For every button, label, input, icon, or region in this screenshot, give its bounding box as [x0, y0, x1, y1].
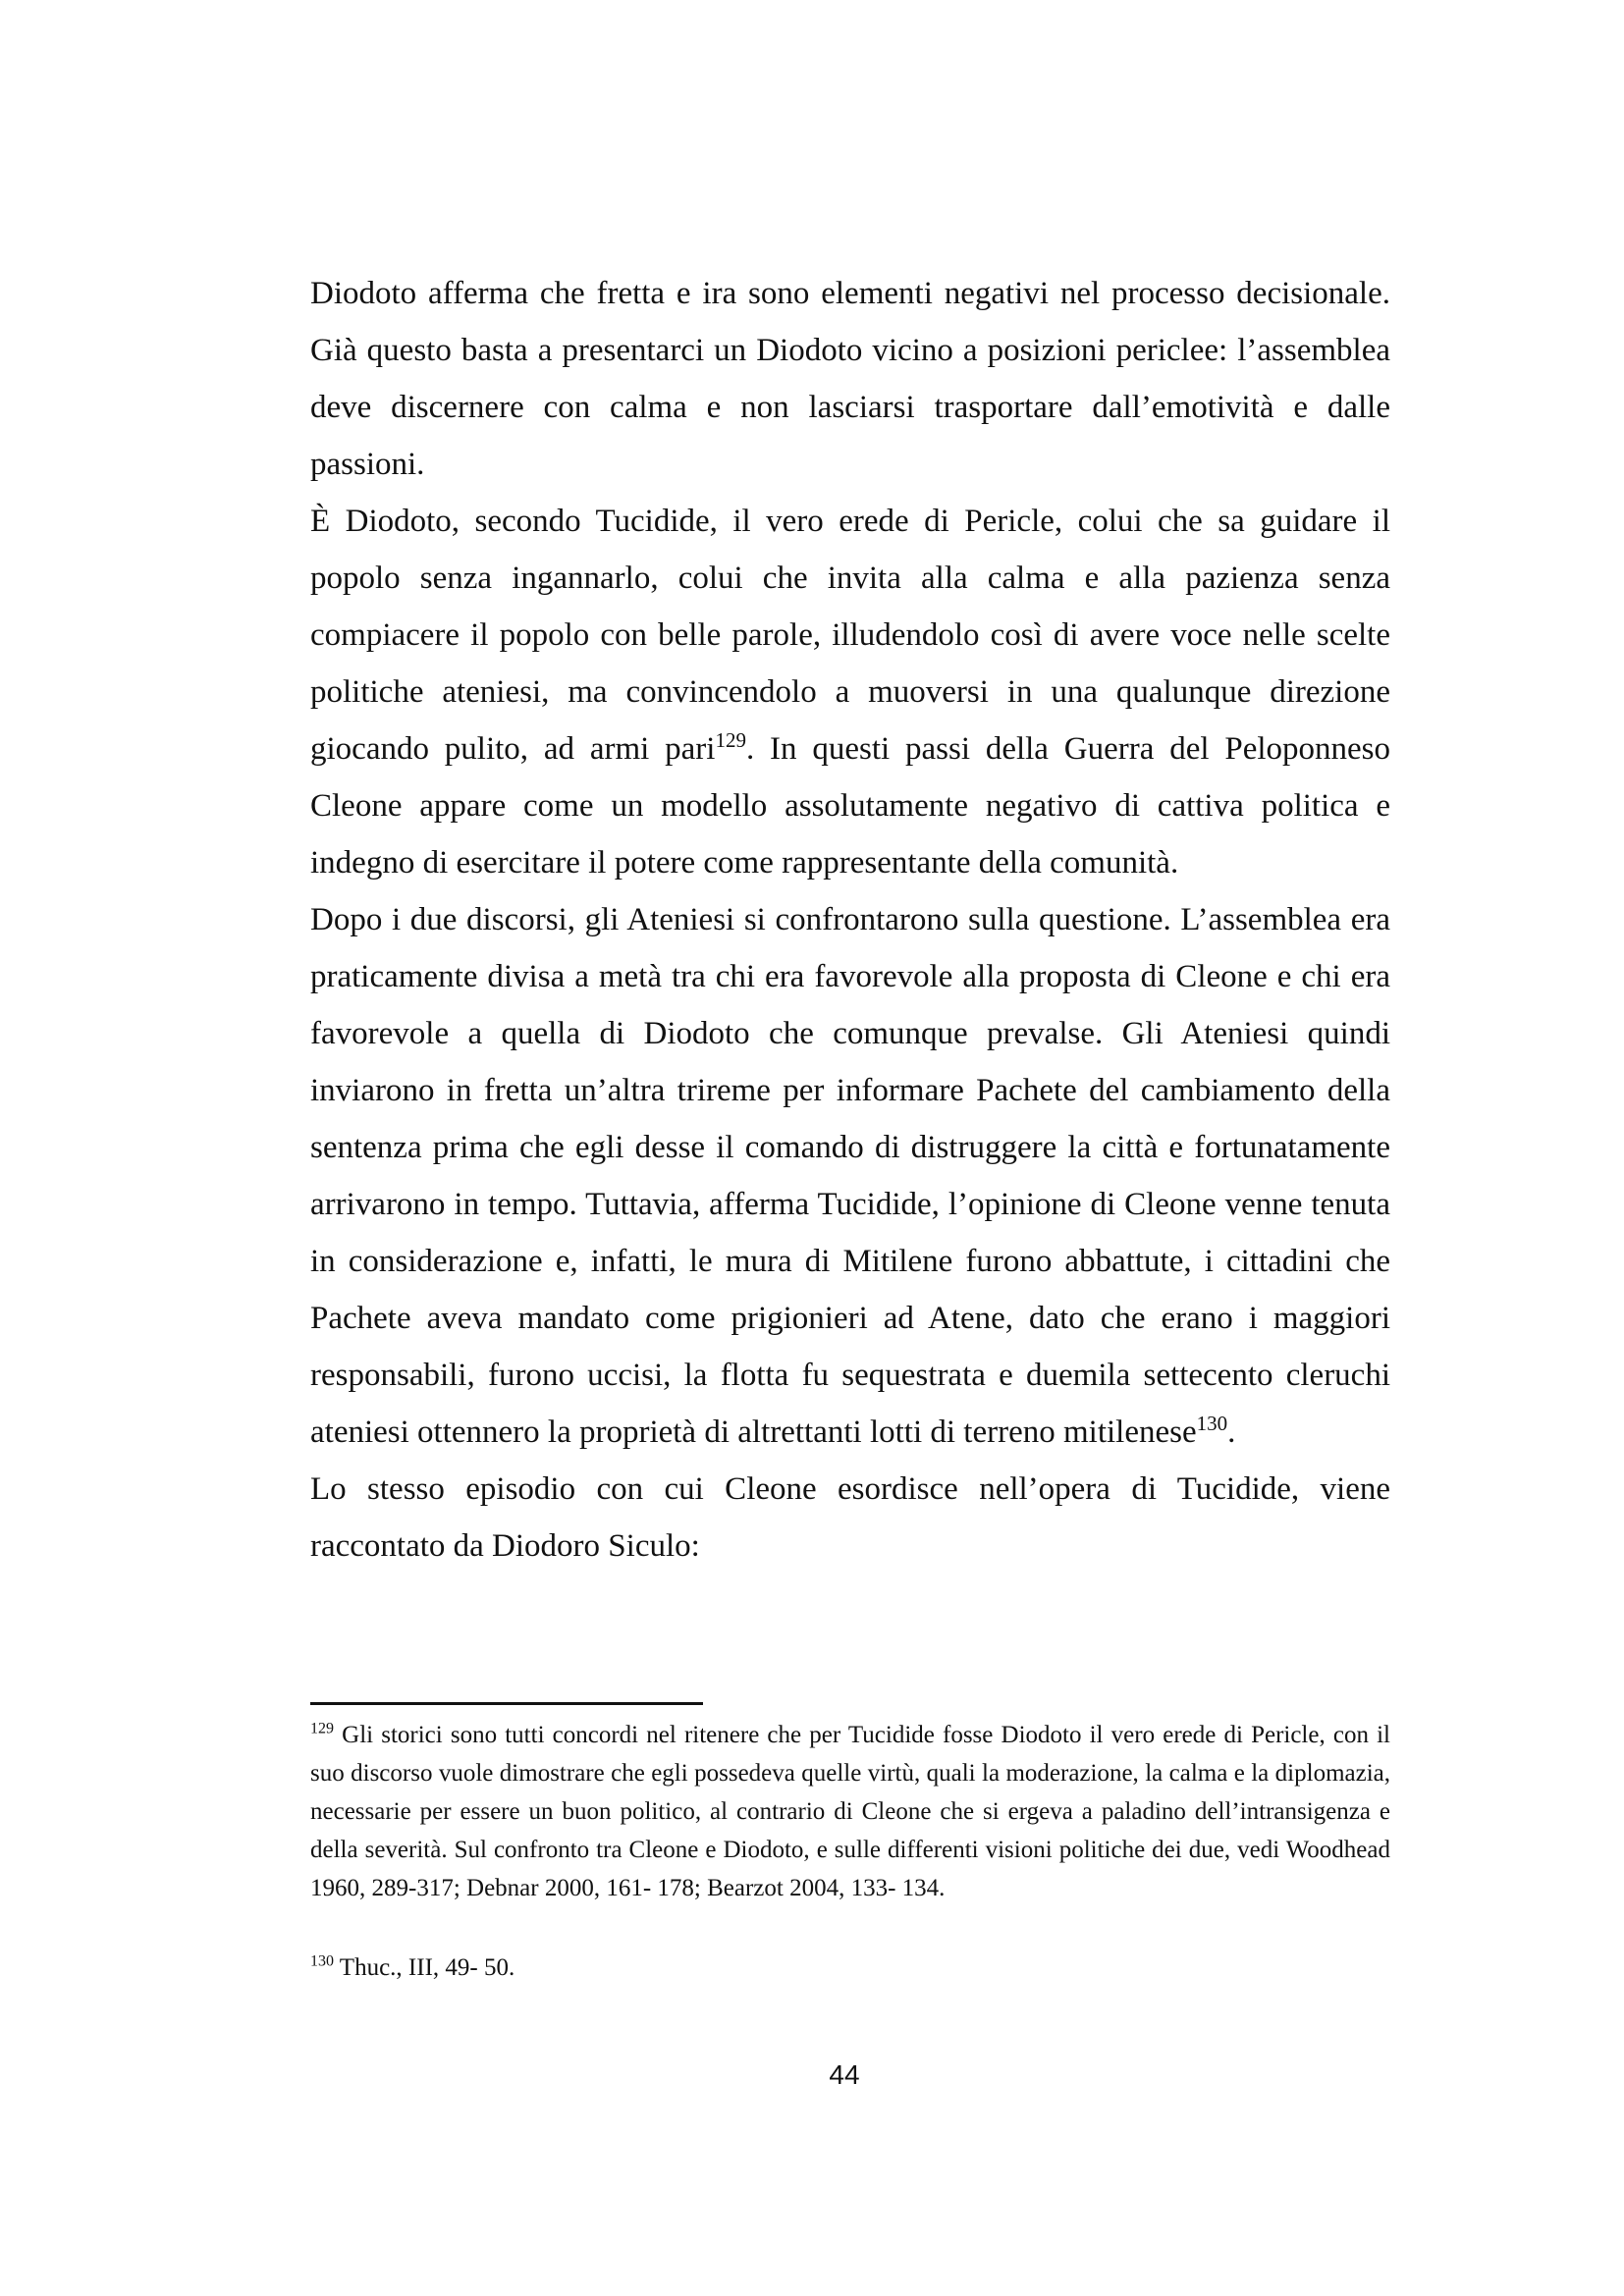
paragraph-3-text-b: . — [1227, 1415, 1236, 1450]
footnote-marker-130: 130 — [310, 1952, 334, 1970]
footnote-text-129: Gli storici sono tutti concordi nel ritenere che per Tucidide fosse Diodoto il vero erede di Pericle, con il suo discorso vuole dimostrare che egli possedeva quelle virtù, quali la moderazione, la calma e la diplomazia, necessarie per essere un buon politico, al contrario di Cleone che si ergeva a paladino dell’intransigenza e della severità. Sul confronto tra Cleone e Diodoto, e sulle differenti visioni politiche dei due, vedi Woodhead 1960, 289-317; Debnar 2000, 161- 178; Bearzot 2004, 133- 134. — [310, 1722, 1390, 1901]
footnote-130 — [310, 1949, 1390, 1987]
paragraph-2-text-b: . In questi passi della Guerra del Peloponneso Cleone appare come un modello assolutamente negativo di cattiva politica e indegno di esercitare il potere come rappresentante della comunità. — [310, 731, 1390, 881]
footnote-ref-129[interactable]: 129 — [715, 728, 746, 752]
footnote-ref-130[interactable]: 130 — [1196, 1412, 1228, 1435]
page-number: 44 — [829, 2059, 860, 2090]
paragraph-2 — [310, 493, 1390, 891]
footnote-text-130: Thuc., III, 49- 50. — [334, 1954, 515, 1981]
footnote-marker-129: 129 — [310, 1720, 334, 1737]
footnote-129 — [310, 1716, 1390, 1907]
footnote-separator — [310, 1702, 703, 1705]
main-text — [310, 265, 1390, 1575]
footnotes — [310, 1716, 1390, 1987]
paragraph-1-text: Diodoto afferma che fretta e ira sono elementi negativi nel processo decisionale. Già questo basta a presentarci un Diodoto vicino a posizioni periclee: l’assemblea deve discernere con calma e non lasciarsi trasportare dall’emotività e dalle passioni. — [310, 276, 1390, 482]
paragraph-3-text-a: Dopo i due discorsi, gli Ateniesi si confrontarono sulla questione. L’assemblea era praticamente divisa a metà tra chi era favorevole alla proposta di Cleone e chi era favorevole a quella di Diodoto che comunque prevalse. Gli Ateniesi quindi inviarono in fretta un’altra trireme per informare Pachete del cambiamento della sentenza prima che egli desse il comando di distruggere la città e fortunatamente arrivarono in tempo. Tuttavia, afferma Tucidide, l’opinione di Cleone venne tenuta in considerazione e, infatti, le mura di Mitilene furono abbattute, i cittadini che Pachete aveva mandato come prigionieri ad Atene, dato che erano i maggiori responsabili, furono uccisi, la flotta fu sequestrata e duemila settecento cleruchi ateniesi ottennero la proprietà di altrettanti lotti di terreno mitilenese — [310, 902, 1390, 1450]
paragraph-1 — [310, 265, 1390, 493]
paragraph-3 — [310, 891, 1390, 1461]
paragraph-2-text-a: È Diodoto, secondo Tucidide, il vero erede di Pericle, colui che sa guidare il popolo senza ingannarlo, colui che invita alla calma e alla pazienza senza compiacere il popolo con belle parole, illudendolo così di avere voce nelle scelte politiche ateniesi, ma convincendolo a muoversi in una qualunque direzione giocando pulito, ad armi pari — [310, 504, 1390, 767]
paragraph-4 — [310, 1461, 1390, 1575]
paragraph-4-text: Lo stesso episodio con cui Cleone esordisce nell’opera di Tucidide, viene raccontato da Diodoro Siculo: — [310, 1471, 1390, 1564]
